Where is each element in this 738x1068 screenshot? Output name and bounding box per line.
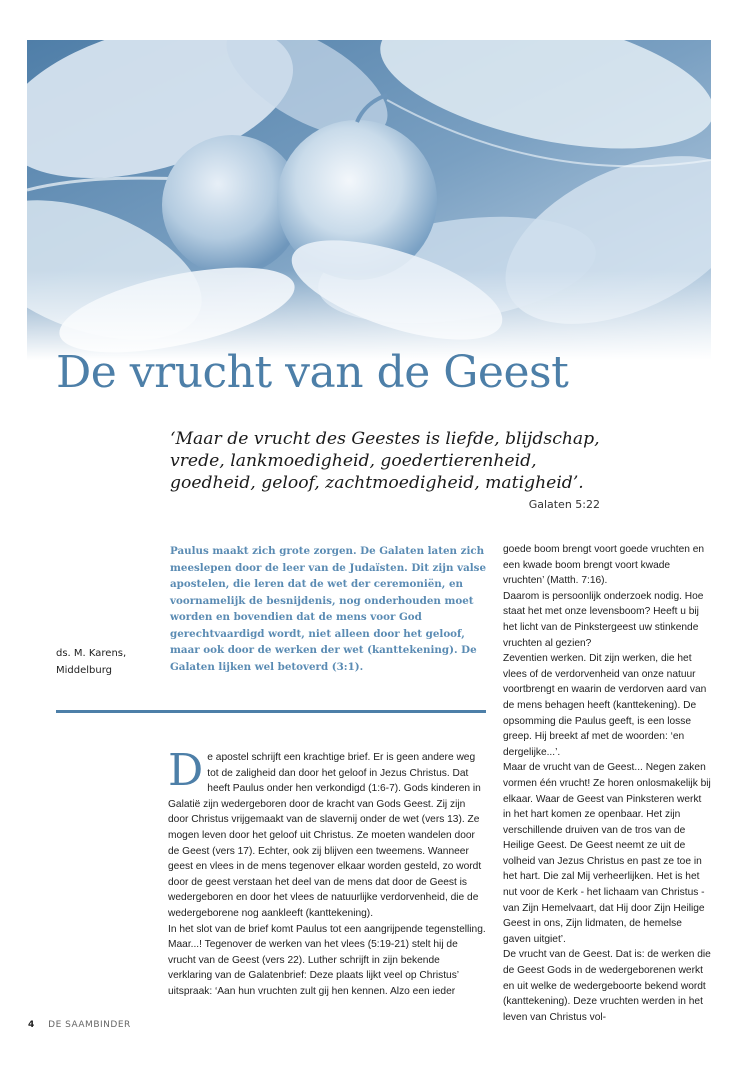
body-paragraph: Daarom is persoonlijk onderzoek nodig. Hoe staat het met onze levensboom? Heeft u bij het licht van de Pinkstergeest uw stinkende vruchten al gezien? xyxy=(503,590,704,649)
body-paragraph: Zeventien werken. Dit zijn werken, die het vlees of de verdorvenheid van onze natuur voortbrengt en waarin de verdorven aard van de mens behagen heeft (kanttekening). De opsomming die Paulus geeft, is een losse greep. Hij breekt af met de woorden: ‘en dergelijke...’. xyxy=(503,653,707,758)
body-paragraph: Maar de vrucht van de Geest... Negen zaken vormen één vrucht! Ze horen onlosmakelijk bij elkaar. Waar de Geest van Pinksteren werkt in het hart komen ze openbaar. Het zijn verschillende druiven van de tros van de Heilige Geest. De Geest neemt ze uit de volheid van Jezus Christus en past ze toe in het hart. Die zal Mij verheerlijken. Het is het nut voor de Kerk - het lichaam van Christus - van Zijn Hemelvaart, dat Hij door Zijn Heilige Geest in ons, Zijn lidmaten, de hemelse gaven uitgiet’. xyxy=(503,762,711,945)
fruit-leaves-illustration xyxy=(27,40,711,360)
body-column-left xyxy=(168,745,486,1000)
body-paragraph: goede boom brengt voort goede vruchten en een kwade boom brengt voort kwade vruchten’ (Matth. 7:16). xyxy=(503,544,705,587)
magazine-name: DE SAAMBINDER xyxy=(48,1020,131,1030)
lead-paragraph: Paulus maakt zich grote zorgen. De Galaten laten zich meeslepen door de leer van de Judaïsten. Dit zijn valse apostelen, die leren dat de wet der ceremoniën, en voornamelijk de besnijdenis, nog onderhouden moet worden en bovendien dat de mens voor God gerechtvaardigd wordt, niet alleen door het geloof, maar ook door de werken der wet (kanttekening). De Galaten lijken wel betoverd (3:1). xyxy=(170,545,487,673)
body-paragraph: In het slot van de brief komt Paulus tot een aangrijpende tegenstelling. Maar...! Tegenover de werken van het vlees (5:19-21) stelt hij de vrucht van de Geest (vers 22). Luther schrijft in zijn bekende verklaring van de Galatenbrief: Deze plaats lijkt veel op Christus’ uitspraak: ‘Aan hun vruchten zult gij hen kennen. Alzo een ieder xyxy=(168,923,486,997)
body-paragraph: De vrucht van de Geest. Dat is: de werken die de Geest Gods in de wedergeborenen werkt en uit welke de wedergeboorte bekend wordt (kanttekening). Deze vruchten werden in het leven van Christus vol- xyxy=(503,949,711,1023)
page-footer xyxy=(28,1020,131,1030)
page-number: 4 xyxy=(28,1020,35,1030)
body-column-right xyxy=(503,542,711,1025)
hero-image xyxy=(27,40,711,360)
author-place: Middelburg xyxy=(56,665,113,676)
drop-cap: D xyxy=(168,745,204,796)
body-text: e apostel schrijft een krachtige brief. Er is geen andere weg tot de zaligheid dan door het geloof in Jezus Christus. Dat heeft Paulus onder hen verkondigd (1:6-7). Gods kinderen in Galatië zijn wedergeboren door de kracht van Gods Geest. Zij zijn door Christus vrijgemaakt van de slavernij onder de wet (vers 13). Ze mogen leven door het geloof uit Christus. Ze moeten wandelen door de Geest (vers 17). Echter, ook zij blijven een tweemens. Wanneer geest en vlees in de mens tegenover elkaar worden gesteld, zo wordt door de geest verstaan het deel van de mens dat door de Geest is wedergeboren en door het vlees de natuurlijke verdorvenheid, die de wedergeborene nog aankleeft (kanttekening). xyxy=(168,752,482,919)
body-paragraph xyxy=(168,745,486,922)
scripture-reference: Galaten 5:22 xyxy=(528,498,600,511)
author-byline xyxy=(56,645,156,679)
scripture-quote: ‘Maar de vrucht des Geestes is liefde, blijdschap, vrede, lankmoedigheid, goedertierenheid, goedheid, geloof, zachtmoedigheid, matigheid’. xyxy=(170,429,600,493)
author-name: ds. M. Karens, xyxy=(56,648,127,659)
section-divider xyxy=(56,710,486,713)
article-title: De vrucht van de Geest xyxy=(56,347,569,398)
